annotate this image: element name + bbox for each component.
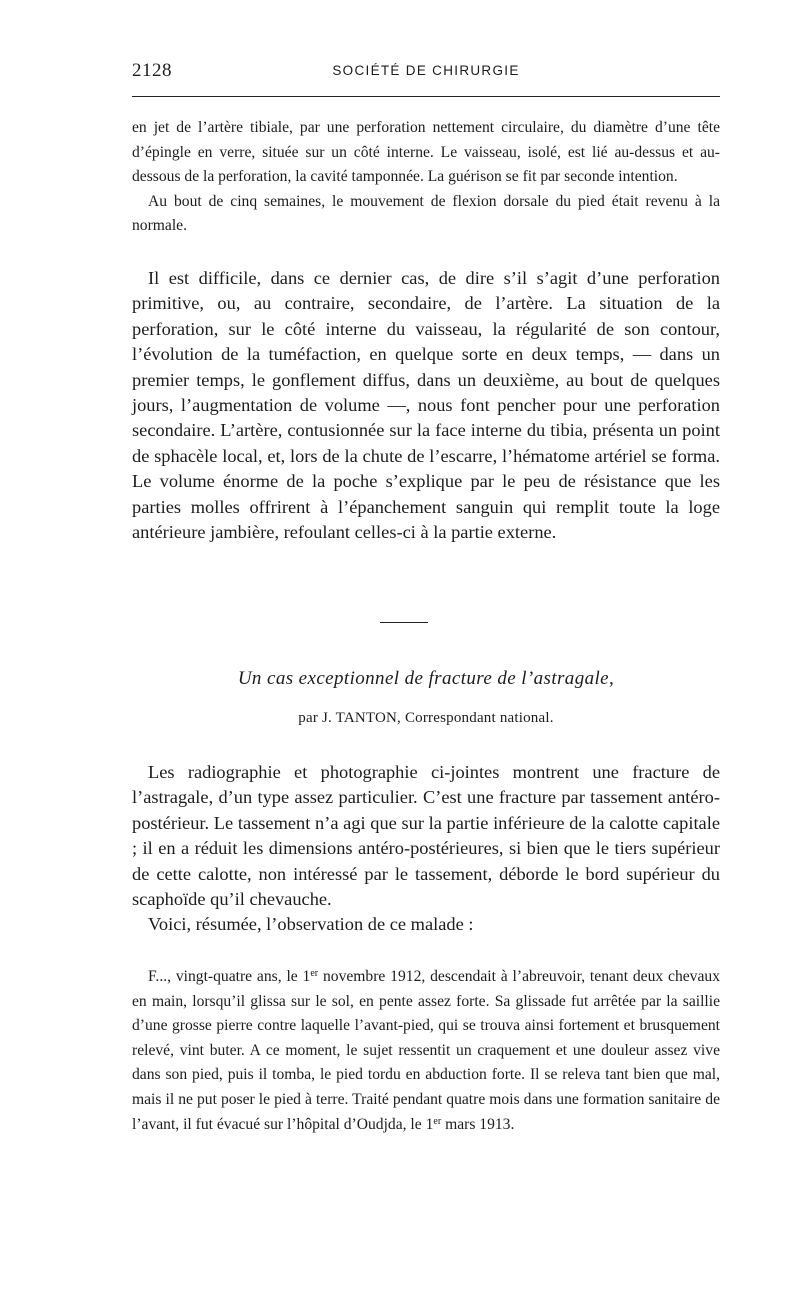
article-byline: par J. TANTON, Correspondant national. xyxy=(298,710,554,726)
observation xyxy=(132,965,720,1137)
intro-paragraph: Les radiographie et photographie ci-jointes montrent une fracture de l’astragale, d’un type assez particulier. C’est une fracture par tassement antéro-postérieur. Le tassement n’a agi que sur la partie inférieure de la calotte capitale ; il en a réduit les dimensions antéro-postérieures, si bien que le tiers supérieur de cette calotte, non intéressé par le tassement, déborde le bord supérieur du scaphoïde qu’il chevauche. xyxy=(132,762,720,910)
article-intro xyxy=(132,760,720,938)
running-head: SOCIÉTÉ DE CHIRURGIE xyxy=(332,63,520,78)
discussion-paragraph: Il est difficile, dans ce dernier cas, de dire s’il s’agit d’une perforation primitive, ou, au contraire, secondaire, de l’artère. La situation de la perforation, sur le côté interne du vaisseau, la régularité de son contour, l’évolution de la tuméfaction, en quelque sorte en deux temps, — dans un premier temps, le gonflement diffus, dans un deuxième, au bout de quelques jours, l’augmentation de volume —, nous font pencher pour une perforation secondaire. L’artère, contusionnée sur la face interne du tibia, présenta un point de sphacèle local, et, lors de la chute de l’escarre, l’hématome artériel se forma. Le volume énorme de la poche s’explique par le peu de résistance que les parties molles offrirent à l’épanchement sanguin qui remplit toute la loge antérieure jambière, refoulant celles-ci à la partie externe. xyxy=(132,268,720,543)
case-paragraph: Au bout de cinq semaines, le mouvement de flexion dorsale du pied était revenu à la normale. xyxy=(132,192,720,235)
ordinal-suffix: er xyxy=(310,968,319,979)
header-rule xyxy=(132,96,720,97)
page-header xyxy=(132,58,720,88)
page-number: 2128 xyxy=(132,60,172,81)
observation-text: mars 1913. xyxy=(441,1115,515,1133)
ordinal-suffix: er xyxy=(433,1115,442,1127)
observation-text: novembre 1912, descendait à l’abreuvoir, tenant deux chevaux en main, lorsqu’il glissa sur le sol, en pente assez forte. Sa glissade fut arrêtée par la saillie d’une grosse pierre contre laquelle l’avant-pied, qui se trouva ainsi fortement et brusquement relevé, vint buter. A ce moment, le sujet ressentit un craquement et une douleur assez vive dans son pied, puis il tomba, le pied tordu en abduction forte. Il se releva tant bien que mal, mais il ne put poser le pied à terre. Traité pendant quatre mois dans une formation sanitaire de l’avant, il fut évacué sur l’hôpital d’Oudjda, le 1 xyxy=(132,968,720,1133)
article-title: Un cas exceptionnel de fracture de l’astragale, xyxy=(237,668,615,689)
case-report-end xyxy=(132,116,720,239)
case-paragraph: en jet de l’artère tibiale, par une perforation nettement circulaire, du diamètre d’une tête d’épingle en verre, située sur un côté interne. Le vaisseau, isolé, est lié au-dessus et au-dessous de la perforation, la cavité tamponnée. La guérison se fit par seconde intention. xyxy=(132,119,720,186)
section-separator xyxy=(380,622,428,623)
observation-paragraph xyxy=(132,965,720,1137)
intro-paragraph: Voici, résumée, l’observation de ce malade : xyxy=(148,914,474,935)
discussion xyxy=(132,266,720,545)
observation-text: F..., vingt-quatre ans, le 1 xyxy=(148,968,311,985)
